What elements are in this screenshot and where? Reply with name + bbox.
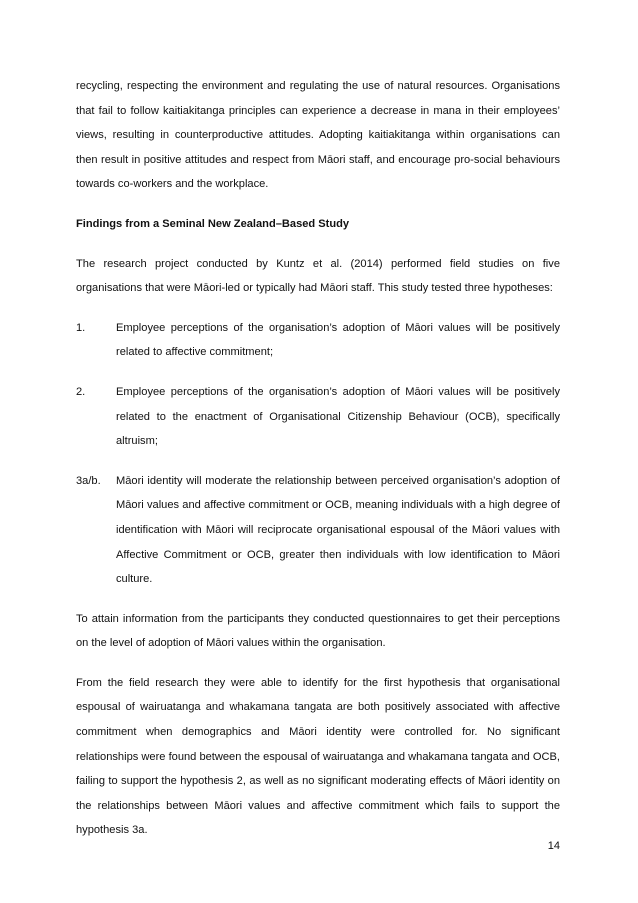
paragraph-findings: From the field research they were able to identify for the first hypothesis that organisational espousal of wairuatanga and whakamana tangata are both positively associated with affective commitment when demographics and Māori identity were controlled for. No significant relationships were found between the espousal of wairuatanga and whakamana tangata and OCB, failing to support the hypothesis 2, as well as no significant moderating effects of Māori identity on the relationships between Māori values and affective commitment which fails to support the hypothesis 3a.	[76, 676, 560, 837]
section-heading: Findings from a Seminal New Zealand–Based Study	[76, 217, 350, 230]
hypothesis-text: Employee perceptions of the organisation’s adoption of Māori values will be positively related to the enactment of Organisational Citizenship Behaviour (OCB), specifically altruism;	[116, 385, 560, 448]
hypothesis-number: 3a/b.	[76, 474, 101, 487]
paragraph-opening: recycling, respecting the environment and regulating the use of natural resources. Organisations that fail to follow kaitiakitanga principles can experience a decrease in mana in their employees’ views, resulting in counterproductive attitudes. Adopting kaitiakitanga within organisations can then result in positive attitudes and respect from Māori staff, and encourage pro-social behaviours towards co-workers and the workplace.	[76, 80, 560, 191]
hypothesis-text: Māori identity will moderate the relationship between perceived organisation’s adoption of Māori values and affective commitment or OCB, meaning individuals with a high degree of identification with Māori will reciprocate organisational espousal of the Māori values with Affective Commitment or OCB, greater then individuals with low identification to Māori culture.	[116, 474, 560, 586]
paragraph-intro: The research project conducted by Kuntz et al. (2014) performed field studies on five organisations that were Māori-led or typically had Māori staff. This study tested three hypotheses:	[76, 257, 560, 295]
hypothesis-number: 1.	[76, 321, 86, 334]
paragraph-method: To attain information from the participants they conducted questionnaires to get their perceptions on the level of adoption of Māori values within the organisation.	[76, 612, 560, 650]
hypothesis-number: 2.	[76, 385, 86, 398]
hypothesis-item-1	[76, 316, 560, 365]
hypothesis-item-2	[76, 380, 560, 454]
page-number: 14	[547, 840, 560, 852]
hypothesis-text: Employee perceptions of the organisation’s adoption of Māori values will be positively related to affective commitment;	[116, 321, 560, 359]
page-content	[76, 74, 560, 858]
hypothesis-item-3	[76, 469, 560, 592]
